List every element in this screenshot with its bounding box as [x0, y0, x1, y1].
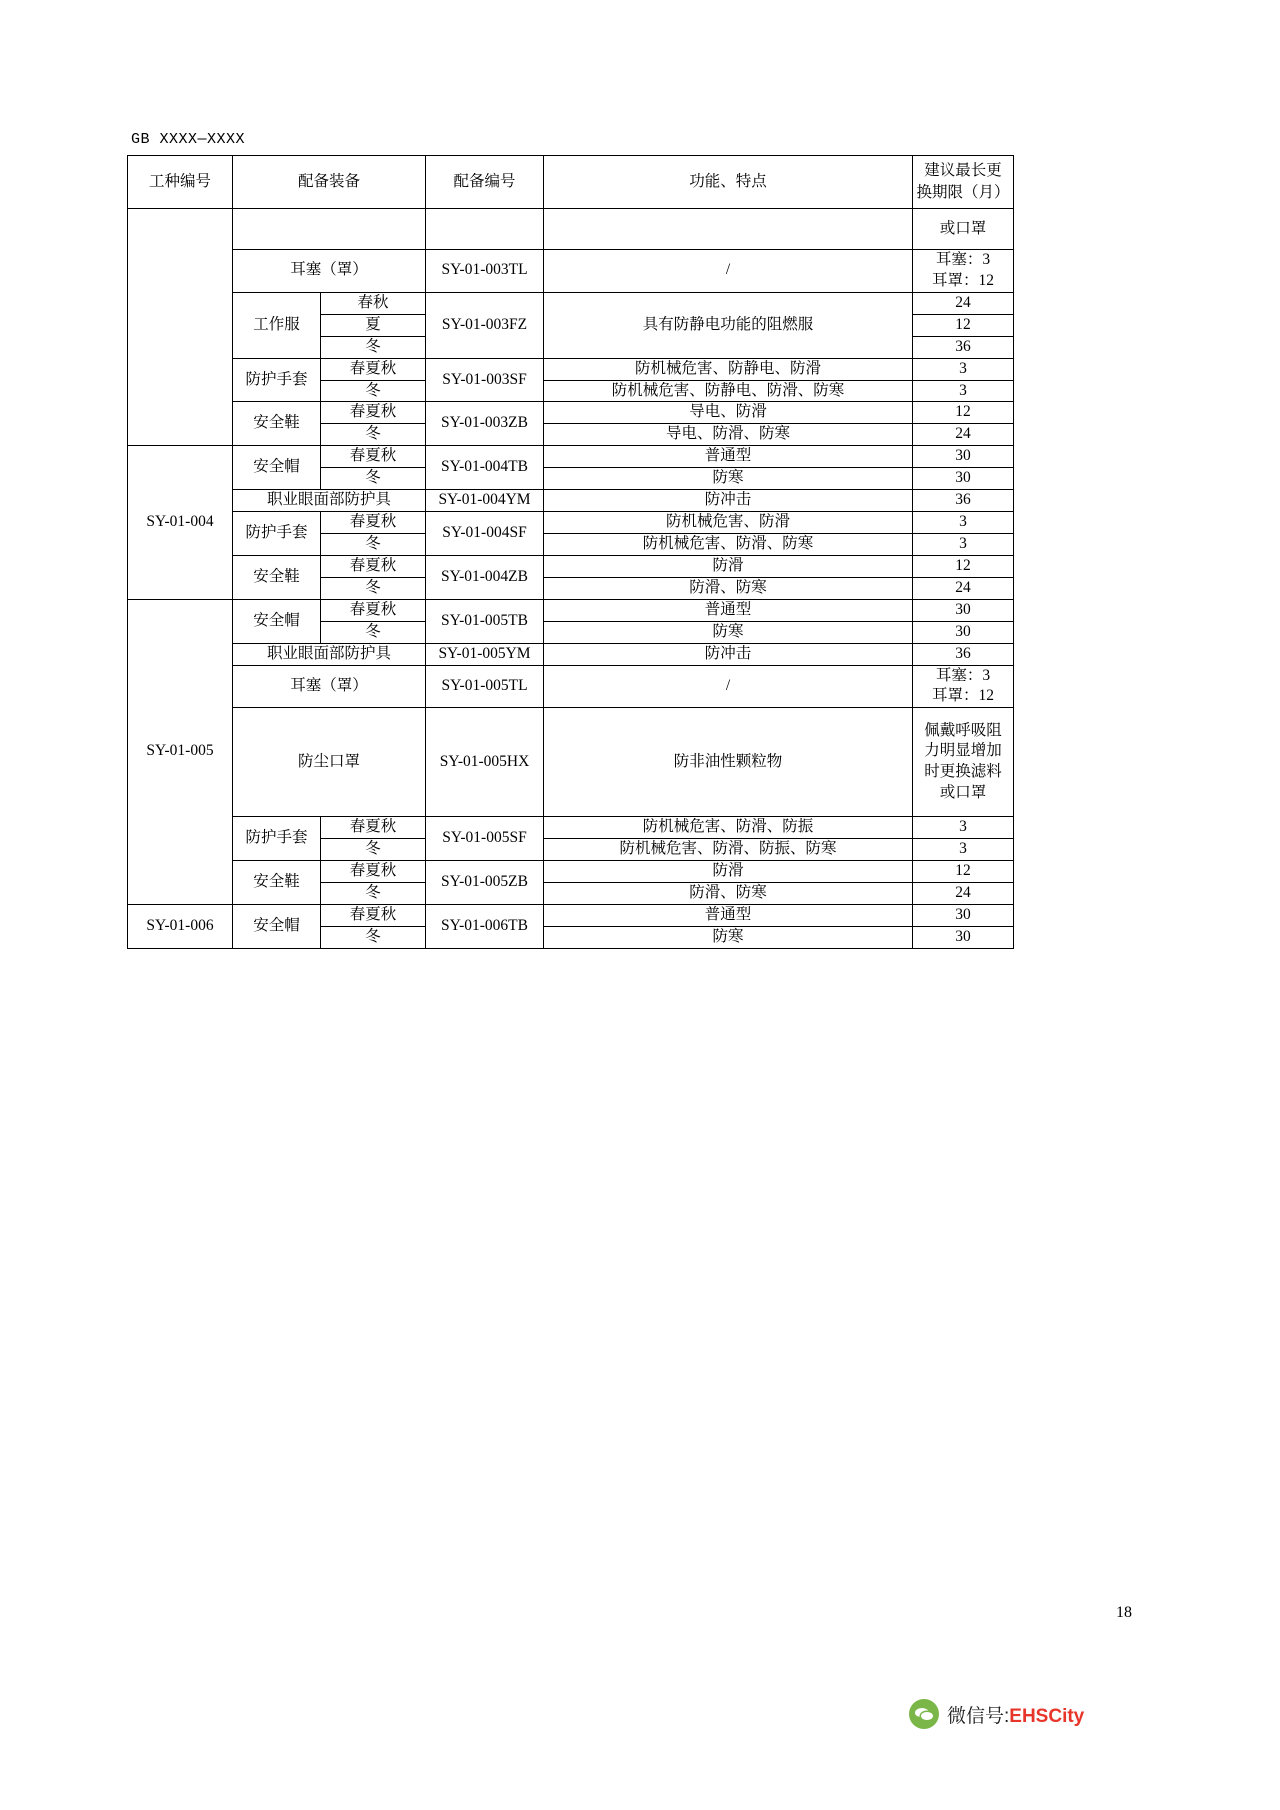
cell-function: 防滑、防寒: [544, 883, 913, 905]
cell-period: 30: [913, 446, 1014, 468]
cell-period: 36: [913, 643, 1014, 665]
cell-season: 冬: [321, 336, 426, 358]
table-row: [128, 358, 1014, 380]
table-row: [128, 250, 1014, 293]
cell-season: 冬: [321, 839, 426, 861]
th-period: [913, 156, 1014, 209]
cell-season: 春秋: [321, 292, 426, 314]
cell-period-line1: 佩戴呼吸阻: [924, 721, 1002, 739]
cell-season: 冬: [321, 621, 426, 643]
table-row: [128, 599, 1014, 621]
cell-function: /: [544, 250, 913, 293]
cell-period: 24: [913, 577, 1014, 599]
cell-season: 春夏秋: [321, 446, 426, 468]
cell-function: 普通型: [544, 905, 913, 927]
table-row: [128, 665, 1014, 708]
cell-equipment: [233, 209, 426, 250]
cell-equipment-code: SY-01-004ZB: [426, 555, 544, 599]
cell-season: 冬: [321, 926, 426, 948]
cell-function: 导电、防滑、防寒: [544, 424, 913, 446]
cell-period: [913, 665, 1014, 708]
cell-season: 春夏秋: [321, 512, 426, 534]
watermark-brand: EHSCity: [1009, 1705, 1085, 1727]
cell-season: 春夏秋: [321, 817, 426, 839]
watermark-text: [947, 1701, 1084, 1728]
cell-season: 春夏秋: [321, 402, 426, 424]
cell-period-line1: 耳塞：3: [935, 251, 991, 268]
cell-equipment-code: SY-01-003SF: [426, 358, 544, 402]
cell-period: 30: [913, 926, 1014, 948]
table-row: [128, 490, 1014, 512]
cell-period: 30: [913, 905, 1014, 927]
cell-period: 12: [913, 402, 1014, 424]
cell-period: 24: [913, 424, 1014, 446]
table-row: [128, 817, 1014, 839]
th-period-line1: 建议最长更: [924, 161, 1002, 179]
cell-function: 防非油性颗粒物: [544, 708, 913, 817]
cell-period: 3: [913, 839, 1014, 861]
table-row: [128, 512, 1014, 534]
cell-equipment-code: SY-01-005YM: [426, 643, 544, 665]
cell-job-code: SY-01-004: [128, 446, 233, 599]
watermark: [909, 1699, 1084, 1729]
cell-function: 具有防静电功能的阻燃服: [544, 292, 913, 358]
cell-equipment: 安全鞋: [233, 555, 321, 599]
cell-period-line2: 耳罩：12: [932, 687, 995, 705]
table-row: [128, 643, 1014, 665]
watermark-prefix: 微信号:: [947, 1705, 1010, 1727]
table-header-row: [128, 156, 1014, 209]
cell-period: 3: [913, 512, 1014, 534]
cell-equipment-code: SY-01-004SF: [426, 512, 544, 556]
cell-job-code: SY-01-006: [128, 905, 233, 949]
cell-function: 防寒: [544, 621, 913, 643]
cell-period-line4: 或口罩: [939, 784, 987, 802]
cell-period: 12: [913, 555, 1014, 577]
cell-function: 防机械危害、防静电、防滑、防寒: [544, 380, 913, 402]
cell-function: 防机械危害、防静电、防滑: [544, 358, 913, 380]
cell-function: [544, 209, 913, 250]
cell-equipment: 防尘口罩: [233, 708, 426, 817]
cell-function: 防机械危害、防滑、防振: [544, 817, 913, 839]
th-equipment-code: 配备编号: [426, 156, 544, 209]
cell-equipment: 职业眼面部防护具: [233, 490, 426, 512]
cell-equipment-code: SY-01-005SF: [426, 817, 544, 861]
cell-period-line1: 耳塞：3: [935, 666, 991, 684]
cell-function: 防冲击: [544, 643, 913, 665]
cell-equipment-code: SY-01-005ZB: [426, 861, 544, 905]
table-row: [128, 905, 1014, 927]
cell-period: 12: [913, 314, 1014, 336]
cell-equipment: 安全帽: [233, 599, 321, 643]
table-row: [128, 292, 1014, 314]
cell-equipment-code: SY-01-005TL: [426, 665, 544, 708]
cell-period: 3: [913, 358, 1014, 380]
cell-period: 30: [913, 599, 1014, 621]
cell-period: 24: [913, 883, 1014, 905]
th-job-code: 工种编号: [128, 156, 233, 209]
cell-equipment-code: SY-01-003TL: [426, 250, 544, 293]
cell-function: 防滑: [544, 861, 913, 883]
cell-season: 冬: [321, 424, 426, 446]
cell-season: 春夏秋: [321, 861, 426, 883]
cell-period-line2: 力明显增加: [924, 742, 1002, 760]
cell-period: 36: [913, 336, 1014, 358]
cell-function: 防滑、防寒: [544, 577, 913, 599]
cell-season: 春夏秋: [321, 555, 426, 577]
cell-season: 春夏秋: [321, 358, 426, 380]
cell-equipment: 防护手套: [233, 512, 321, 556]
cell-equipment: 安全帽: [233, 446, 321, 490]
cell-equipment: 耳塞（罩）: [233, 665, 426, 708]
cell-season: 冬: [321, 533, 426, 555]
cell-equipment-code: SY-01-005HX: [426, 708, 544, 817]
cell-function: 普通型: [544, 446, 913, 468]
cell-function: 防滑: [544, 555, 913, 577]
th-function: 功能、特点: [544, 156, 913, 209]
cell-period-line2: 耳罩：12: [932, 271, 995, 289]
cell-period-line3: 时更换滤料: [924, 763, 1002, 781]
cell-equipment: 安全鞋: [233, 402, 321, 446]
cell-equipment: 职业眼面部防护具: [233, 643, 426, 665]
cell-period: 3: [913, 380, 1014, 402]
cell-period: [913, 708, 1014, 817]
cell-equipment: 耳塞（罩）: [233, 250, 426, 293]
cell-equipment: 安全帽: [233, 905, 321, 949]
cell-period: 24: [913, 292, 1014, 314]
cell-equipment-code: SY-01-004YM: [426, 490, 544, 512]
cell-period: [913, 250, 1014, 293]
cell-function: 防寒: [544, 468, 913, 490]
cell-function: 防寒: [544, 926, 913, 948]
cell-season: 夏: [321, 314, 426, 336]
table-row: [128, 446, 1014, 468]
cell-equipment-code: SY-01-006TB: [426, 905, 544, 949]
table-row: [128, 209, 1014, 250]
cell-equipment: 工作服: [233, 292, 321, 358]
cell-equipment-code: SY-01-005TB: [426, 599, 544, 643]
cell-season: 冬: [321, 468, 426, 490]
cell-equipment: 防护手套: [233, 358, 321, 402]
th-equipment: 配备装备: [233, 156, 426, 209]
cell-equipment: 防护手套: [233, 817, 321, 861]
cell-job-code: [128, 209, 233, 446]
cell-equipment-code: SY-01-003ZB: [426, 402, 544, 446]
cell-period: 或口罩: [913, 209, 1014, 250]
cell-function: 防冲击: [544, 490, 913, 512]
cell-season: 冬: [321, 380, 426, 402]
cell-period: 36: [913, 490, 1014, 512]
cell-job-code: SY-01-005: [128, 599, 233, 904]
cell-equipment: 安全鞋: [233, 861, 321, 905]
cell-equipment-code: SY-01-004TB: [426, 446, 544, 490]
cell-season: 冬: [321, 577, 426, 599]
ppe-allocation-table: [127, 155, 1014, 949]
page-number: 18: [1116, 1604, 1132, 1621]
wechat-icon: [909, 1699, 939, 1729]
cell-season: 春夏秋: [321, 599, 426, 621]
table-row: [128, 861, 1014, 883]
cell-function: 普通型: [544, 599, 913, 621]
cell-season: 春夏秋: [321, 905, 426, 927]
cell-function: 防机械危害、防滑、防寒: [544, 533, 913, 555]
cell-period: 30: [913, 468, 1014, 490]
cell-period: 30: [913, 621, 1014, 643]
cell-period: 12: [913, 861, 1014, 883]
cell-period: 3: [913, 817, 1014, 839]
cell-function: 防机械危害、防滑、防振、防寒: [544, 839, 913, 861]
table-row: [128, 708, 1014, 817]
standard-header: GB XXXX—XXXX: [131, 131, 246, 148]
cell-season: 冬: [321, 883, 426, 905]
cell-function: /: [544, 665, 913, 708]
cell-function: 导电、防滑: [544, 402, 913, 424]
cell-equipment-code: SY-01-003FZ: [426, 292, 544, 358]
th-period-line2: 换期限（月）: [916, 184, 1010, 201]
cell-period: 3: [913, 533, 1014, 555]
table-row: [128, 555, 1014, 577]
table-row: [128, 402, 1014, 424]
cell-function: 防机械危害、防滑: [544, 512, 913, 534]
cell-equipment-code: [426, 209, 544, 250]
